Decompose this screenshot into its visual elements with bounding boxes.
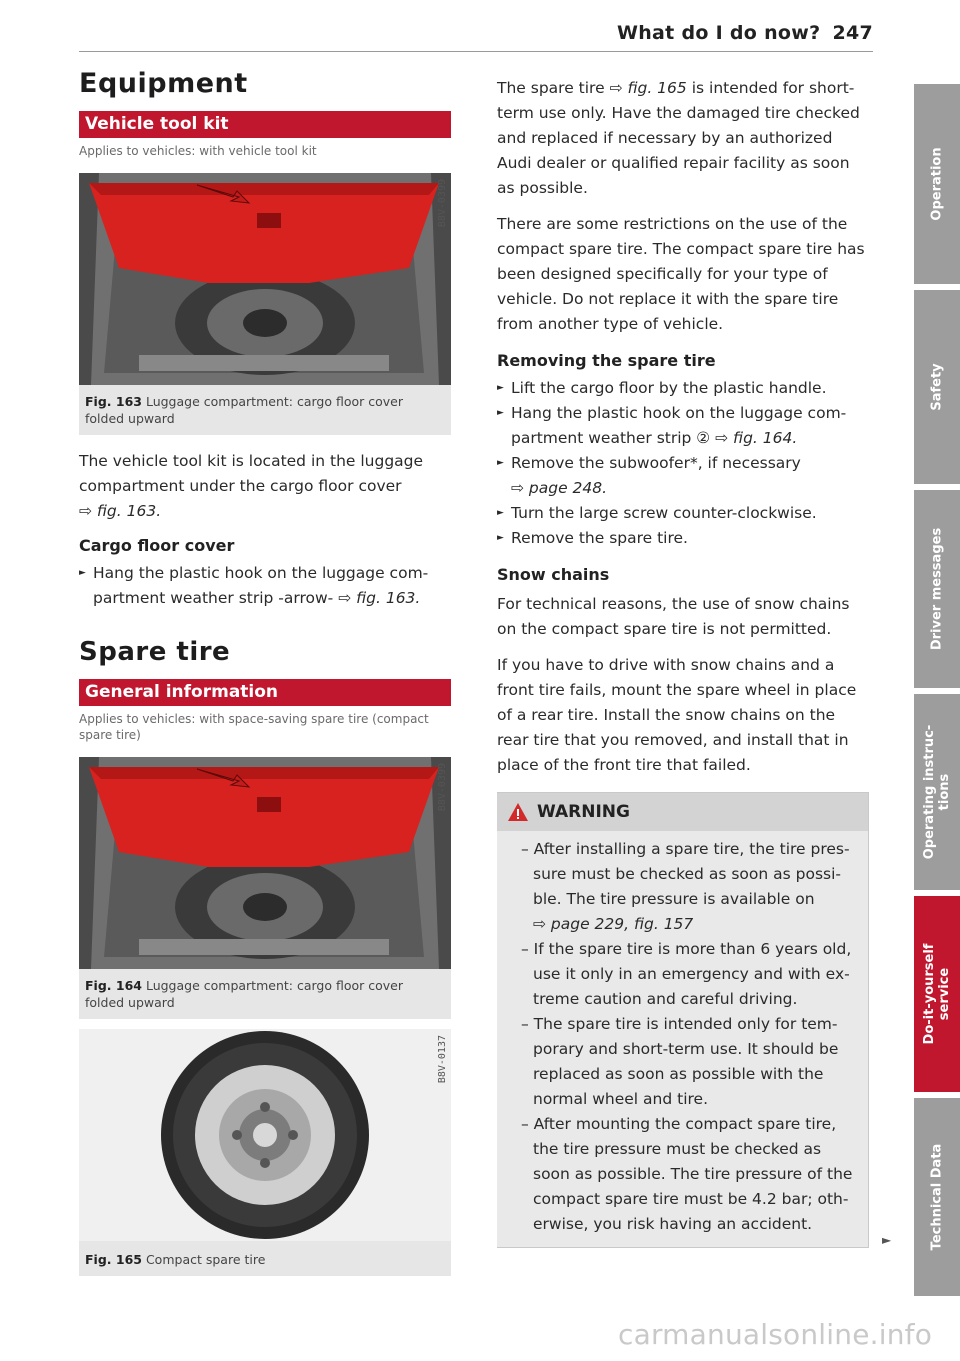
warning-item: – If the spare tire is more than 6 years old, use it only in an emergency and with ex-treme caution and careful driving. xyxy=(521,940,852,1008)
warning-title: WARNING xyxy=(537,802,630,822)
figure-163 xyxy=(79,173,451,435)
heading-snow-chains: Snow chains xyxy=(497,565,610,584)
tab-label: Safety xyxy=(929,363,945,411)
snow-chains-paragraph: For technical reasons, the use of snow chains on the compact spare tire is not permitted. xyxy=(497,595,850,638)
applies-note: Applies to vehicles: with space-saving spare tire (compact spare tire) xyxy=(79,712,429,742)
tab-label: Driver messages xyxy=(929,527,945,651)
figure-caption xyxy=(79,385,451,435)
figure-caption-text: Luggage compartment: cargo floor cover folded upward xyxy=(85,978,403,1010)
figure-code: B8V-0137 xyxy=(437,1035,448,1084)
restrictions-paragraph: There are some restrictions on the use of the compact spare tire. The compact spare tire has been designed specifically for your type of vehicle. Do not replace it with the spare tire from another type of vehicle. xyxy=(497,215,865,333)
tab-label: Operation xyxy=(929,147,945,221)
trunk-photo xyxy=(79,173,451,385)
warning-body xyxy=(497,831,868,1247)
spare-tire-photo xyxy=(79,1029,451,1241)
figure-label: Fig. 164 xyxy=(85,978,142,993)
figure-label: Fig. 165 xyxy=(85,1252,142,1267)
page-reference-link[interactable]: ⇨ page 229, fig. 157 xyxy=(533,915,694,933)
warning-item: – After mounting the compact spare tire, the tire pressure must be checked as soon as possible. The tire pressure of the compact spare tire must be 4.2 bar; oth-erwise, you risk having an accident. xyxy=(521,1115,853,1233)
figure-caption-text: Luggage compartment: cargo floor cover folded upward xyxy=(85,394,403,426)
page-header xyxy=(617,22,873,44)
paragraph-text: The vehicle tool kit is located in the luggage compartment under the cargo floor cover xyxy=(79,452,424,495)
header-rule xyxy=(79,51,873,52)
page-reference-link[interactable]: ⇨ page 248. xyxy=(511,479,608,497)
spare-tire-intro xyxy=(497,76,869,201)
heading-equipment: Equipment xyxy=(79,68,248,99)
paragraph-text: is intended for short-term use only. Have the damaged tire checked and replaced if necessary by an authorized Audi dealer or qualified repair facility as soon as possible. xyxy=(497,79,860,197)
step-text: Remove the subwoofer*, if necessary xyxy=(511,454,801,472)
figure-caption-text: Compact spare tire xyxy=(145,1252,266,1267)
section-bar-general-information: General information xyxy=(79,679,451,706)
figure-164 xyxy=(79,757,451,1019)
step-text: Hang the plastic hook on the luggage com-partment weather strip -arrow- xyxy=(93,564,429,607)
fig-reference-link[interactable]: ⇨ fig. 165 xyxy=(609,79,687,97)
paragraph-text: The spare tire xyxy=(497,79,605,97)
continued-arrow-icon: ► xyxy=(882,1233,892,1247)
tab-label: Technical Data xyxy=(929,1143,945,1251)
tab-operation[interactable] xyxy=(914,84,960,284)
tab-safety[interactable] xyxy=(914,290,960,484)
tab-do-it-yourself-service[interactable] xyxy=(914,896,960,1092)
step-text: Lift the cargo floor by the plastic handle. xyxy=(511,379,827,397)
tab-label: Operating instruc-tions xyxy=(922,724,952,860)
tab-driver-messages[interactable] xyxy=(914,490,960,688)
left-column xyxy=(79,68,451,1276)
tab-label: Do-it-yourself service xyxy=(922,943,952,1045)
figure-code: B8V-0399 xyxy=(437,179,448,228)
warning-header xyxy=(497,793,868,831)
step-text: Turn the large screw counter-clockwise. xyxy=(511,504,817,522)
snow-chains-paragraph: If you have to drive with snow chains and a front tire fails, mount the spare wheel in place of a rear tire. Install the snow chains on the rear tire that you removed, and install that in place of the front tire that failed. xyxy=(497,656,857,774)
warning-triangle-icon xyxy=(507,802,529,822)
page-number: 247 xyxy=(832,22,873,44)
section-bar-tool-kit: Vehicle tool kit xyxy=(79,111,451,138)
watermark: carmanualsonline.info xyxy=(618,1318,933,1351)
warning-text: – After installing a spare tire, the tire pres-sure must be checked as soon as possi-ble. The tire pressure is available on xyxy=(521,840,850,908)
tool-kit-paragraph xyxy=(79,449,451,524)
applies-note: Applies to vehicles: with vehicle tool kit xyxy=(79,144,317,158)
figure-caption xyxy=(79,969,451,1019)
header-title: What do I do now? xyxy=(616,22,821,44)
step-text: Remove the spare tire. xyxy=(511,529,688,547)
right-column xyxy=(497,76,869,1248)
heading-cargo-floor-cover: Cargo floor cover xyxy=(79,536,235,555)
trunk-photo xyxy=(79,757,451,969)
figure-caption xyxy=(79,1241,451,1276)
cargo-step xyxy=(79,561,451,611)
removal-step xyxy=(497,526,869,551)
removal-step xyxy=(497,376,869,401)
warning-item xyxy=(507,837,858,937)
removal-step xyxy=(497,401,869,451)
step-text: Hang the plastic hook on the luggage com-partment weather strip ② xyxy=(511,404,847,447)
figure-code: B8V-0399 xyxy=(437,763,448,812)
heading-spare-tire: Spare tire xyxy=(79,637,231,667)
figure-165 xyxy=(79,1029,451,1276)
fig-reference-link[interactable]: ⇨ fig. 163. xyxy=(79,502,162,520)
warning-box xyxy=(497,792,869,1248)
warning-item: – The spare tire is intended only for tem-porary and short-term use. It should be replaced as soon as possible with the normal wheel and tire. xyxy=(521,1015,839,1108)
removal-step xyxy=(497,501,869,526)
tab-technical-data[interactable] xyxy=(914,1098,960,1296)
tab-operating-instructions[interactable] xyxy=(914,694,960,890)
fig-reference-link[interactable]: ⇨ fig. 163. xyxy=(338,589,421,607)
figure-label: Fig. 163 xyxy=(85,394,142,409)
heading-removing-spare-tire: Removing the spare tire xyxy=(497,351,716,370)
fig-reference-link[interactable]: ⇨ fig. 164. xyxy=(715,429,798,447)
removal-step xyxy=(497,451,869,501)
